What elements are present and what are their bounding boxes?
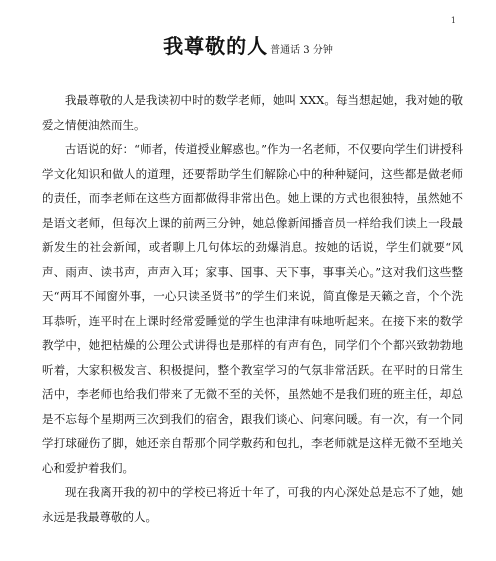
document-title bbox=[0, 30, 496, 59]
page-number: 1 bbox=[450, 16, 456, 25]
paragraph-1: 我最尊敬的人是我读初中时的数学老师，她叫 XXX。每当想起她，我对她的敬爱之情便油然而生。 bbox=[42, 93, 463, 132]
title-main: 我尊敬的人 bbox=[163, 34, 269, 58]
title-subtitle: 普通话 3 分钟 bbox=[270, 45, 333, 56]
paragraph-3: 现在我离开我的初中的学校已将近十年了，可我的内心深处总是忘不了她，她永远是我最尊敬的人。 bbox=[42, 485, 463, 524]
paragraph-2: 古语说的好：“师者，传道授业解惑也。”作为一名老师，不仅要向学生们讲授科学文化知识和做人的道理，还要帮助学生们解除心中的种种疑问，这些都是做老师的责任，而李老师在这些方面都做得非常出色。她上课的方式也很独特，虽然她不是语文老师，但每次上课的前两三分钟，她总像新闻播音员一样给我们读上一段最新发生的社会新闻，或者聊上几句体坛的劲爆消息。按她的话说，学生们就要“风声、雨声、读书声，声声入耳；家事、国事、天下事，事事关心。”这对我们这些整天“两耳不闻窗外事，一心只读圣贤书”的学生们来说，简直像是天籁之音，个个洗耳恭听，连平时在上课时经常爱睡觉的学生也津津有味地听起来。在接下来的数学教学中，她把枯燥的公理公式讲得也是那样的有声有色，同学们个个都兴致勃勃地听着，大家积极发言、积极提问，整个教室学习的气氛非常活跃。在平时的日常生活中，李老师也给我们带来了无微不至的关怀，虽然她不是我们班的班主任，却总是不忘每个星期两三次到我们的宿舍，跟我们谈心、问寒问暖。有一次，有一个同学打球碰伤了脚，她还亲自帮那个同学敷药和包扎，李老师就是这样无微不至地关心和爱护着我们。 bbox=[42, 142, 463, 475]
document-body bbox=[42, 88, 463, 529]
